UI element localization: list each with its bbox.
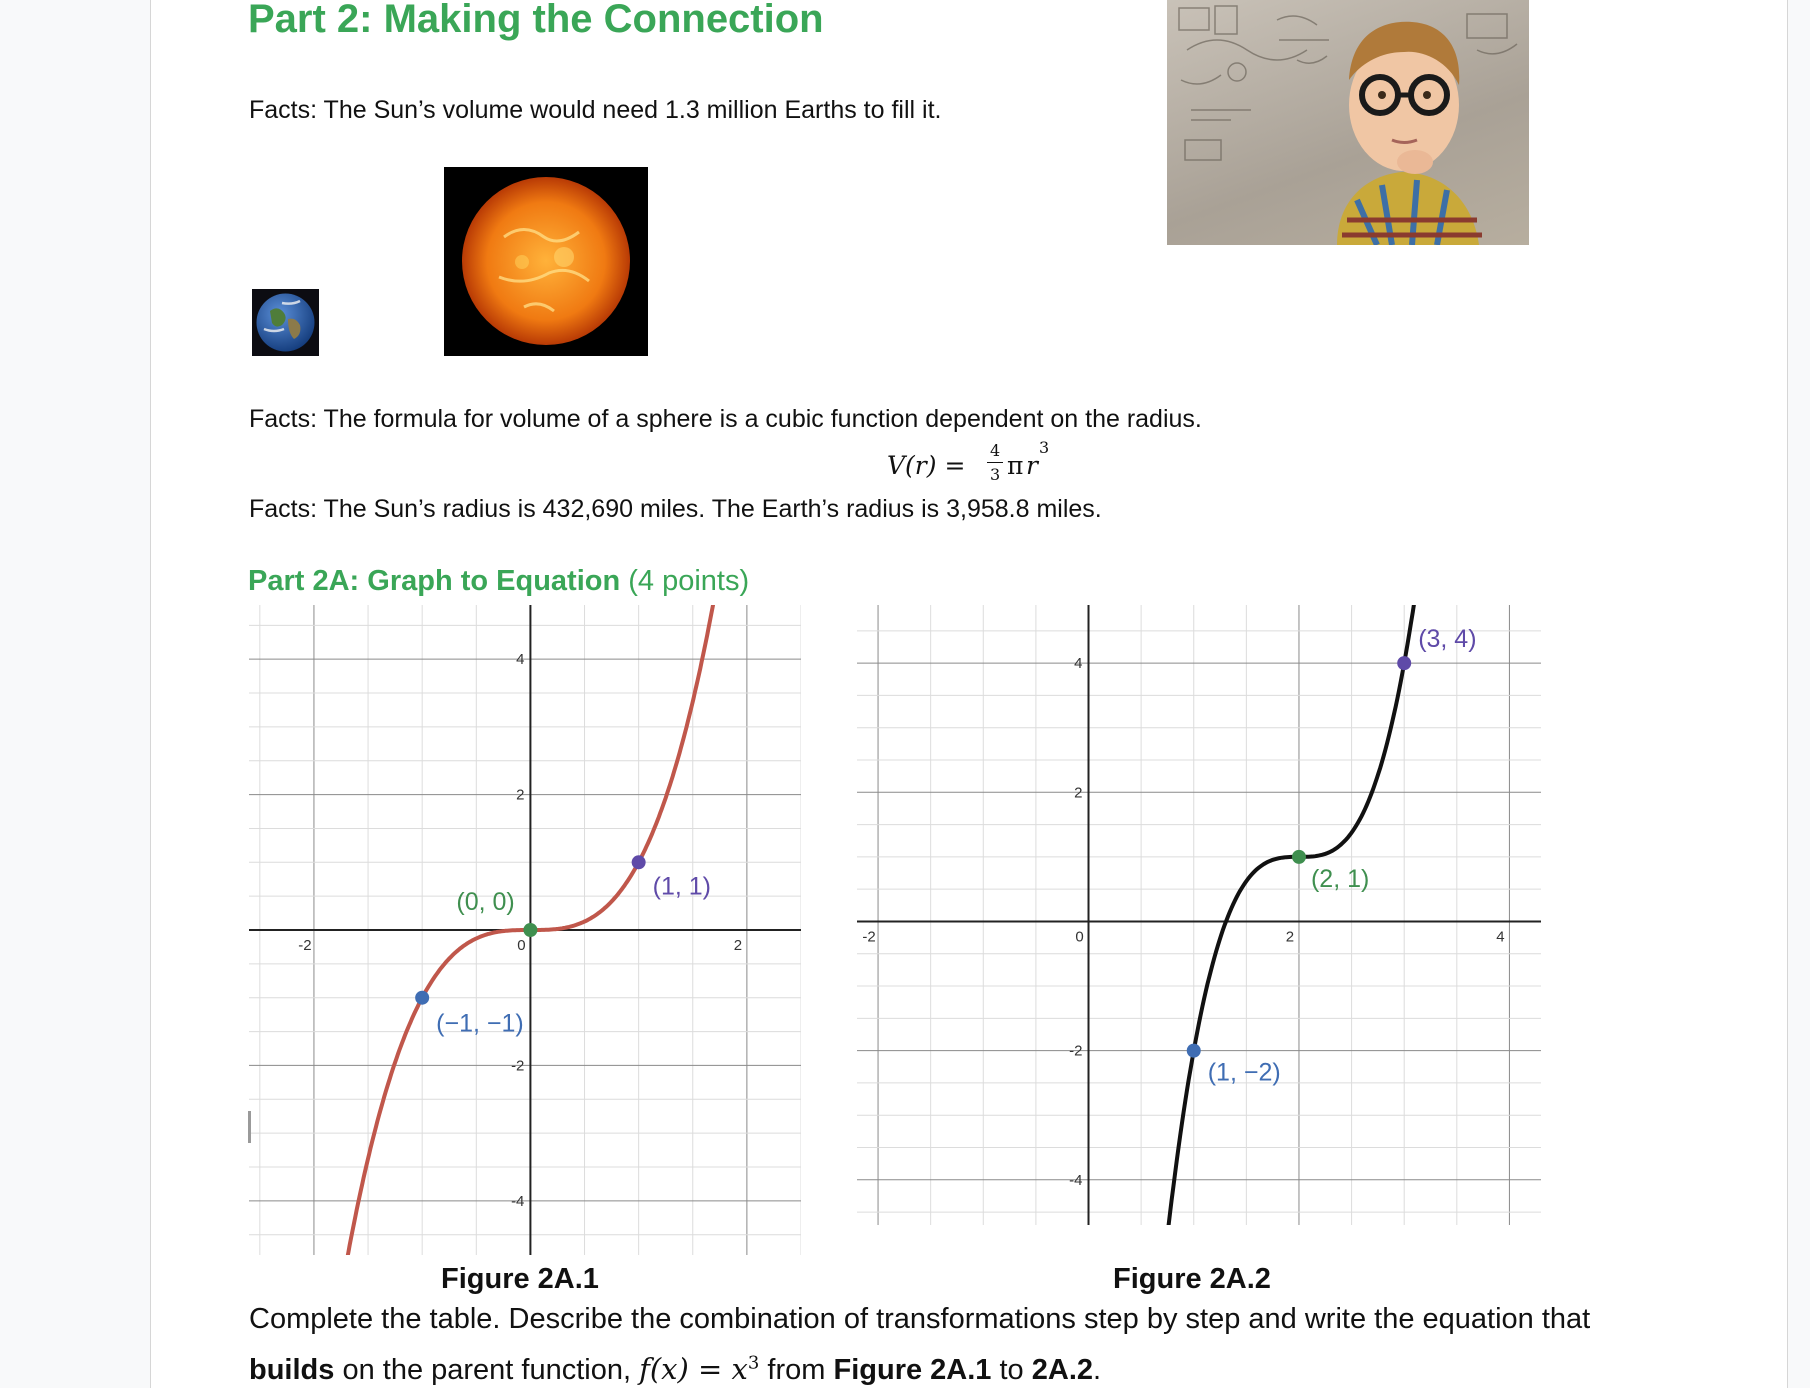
x-tick-label: -2 [298,937,312,954]
y-tick-label: 4 [1074,655,1083,673]
instructions-line-1: Complete the table. Describe the combination of transformations step by step and write the equation that [249,1303,1591,1335]
to-text: to [991,1354,1032,1386]
fact-sun-volume: Facts: The Sun’s volume would need 1.3 million Earths to fill it. [249,96,942,124]
y-tick-label: 2 [516,786,525,804]
y-tick-label: -2 [511,1057,525,1075]
point-marker-blue [1187,1044,1201,1058]
figure-2a1-chart [249,605,801,1255]
parent-function: f(x) = x [639,1352,748,1386]
formula-exponent: 3 [1039,438,1050,457]
point-label-purple: (1, 1) [652,872,712,901]
document-page [150,0,1788,1388]
part2a-points: (4 points) [628,565,750,597]
period: . [1093,1354,1102,1386]
figure-from-ref: Figure 2A.1 [833,1354,992,1386]
page-heading: Part 2: Making the Connection [248,0,824,41]
volume-formula-lhs: V(r) = [887,451,966,480]
part2a-heading [248,565,749,598]
point-marker-purple [1397,656,1411,670]
x-tick-label: 2 [733,937,743,954]
fact-radii: Facts: The Sun’s radius is 432,690 miles. The Earth’s radius is 3,958.8 miles. [249,495,1102,523]
point-label-blue: (−1, −1) [436,1009,524,1038]
figure-to-ref: 2A.2 [1031,1354,1094,1386]
part2a-title: Part 2A: Graph to Equation [248,565,621,597]
figure-2a2-caption: Figure 2A.2 [1113,1263,1271,1295]
y-tick-label: -4 [1069,1171,1083,1189]
formula-radius-var: r [1026,451,1038,480]
y-tick-label: -2 [1069,1042,1083,1060]
sun-image [444,167,648,356]
sun-illustration [444,167,648,356]
x-tick-label: 2 [1285,928,1295,946]
y-tick-label: 2 [1074,784,1083,802]
formula-fraction-bar [987,462,1003,463]
builds-word: builds [249,1354,335,1386]
point-marker-blue [415,991,429,1005]
y-tick-label: -4 [511,1192,525,1210]
earth-image [252,289,319,356]
x-tick-label: 4 [1496,928,1505,946]
x-tick-label: 0 [517,937,526,954]
formula-numerator: 4 [990,441,1001,460]
point-marker-green [523,923,537,937]
point-label-blue: (1, −2) [1207,1058,1281,1087]
formula-denominator: 3 [990,465,1001,484]
thinking-boy-image [1167,0,1529,245]
figure-2a1-caption: Figure 2A.1 [441,1263,599,1295]
figure-2a2-chart [857,605,1541,1225]
parent-function-exponent: 3 [747,1352,760,1374]
point-label-green: (2, 1) [1310,864,1370,893]
function-curve [857,605,1541,1225]
point-marker-green [1292,850,1306,864]
point-label-green: (0, 0) [456,888,515,916]
thinking-boy-illustration [1167,0,1529,245]
x-tick-label: -2 [862,928,876,946]
from-text: from [759,1354,834,1386]
earth-illustration [252,289,319,356]
on-parent-text: on the parent function, [334,1354,640,1386]
text-cursor [248,1111,251,1143]
instructions-line-2 [249,1352,1101,1387]
formula-pi: π [1007,451,1024,480]
x-tick-label: 0 [1075,928,1084,946]
point-label-purple: (3, 4) [1418,625,1477,654]
y-tick-label: 4 [516,651,525,669]
fact-sphere-formula: Facts: The formula for volume of a sphere is a cubic function dependent on the radius. [249,405,1202,433]
point-marker-purple [632,855,646,869]
